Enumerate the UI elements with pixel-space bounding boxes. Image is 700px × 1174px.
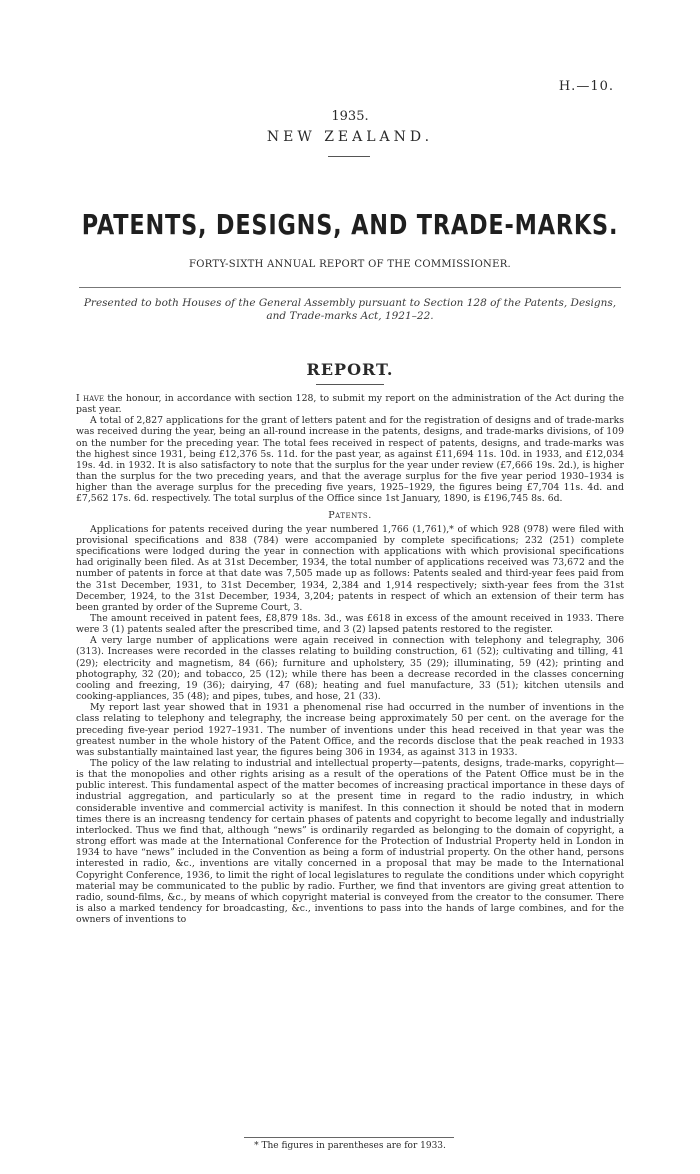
paragraph-applications: Applications for patents received during the year numbered 1,766 (1,761),* of which 928 (978) were filed with provisional specifications and 838 (784) were accompanied by complete specifications; 232 (251) complete specifications were lodged during the year in connection with applications with which provisional specifications had originally been filed. As at 31st December, 1934, the total number of applications received was 73,672 and the number of patents in force at that date was 7,505 made up as follows: Patents sealed and third-year fees paid from the 31st December, 1931, to 31st December, 1934, 2,384 and 1,914 respectively; sixth-year fees from the 31st December, 1924, to the 31st December, 1934, 3,204; patents in respect of which an extension of their term has been granted by order of the Supreme Court, 3. — [76, 523, 624, 613]
document-reference: H.—10. — [558, 79, 614, 94]
paragraph-1931: My report last year showed that in 1931 a phenomenal rise had occurred in the number of inventions in the class relating to telephony and telegraphy, the increase being approximately 50 per cent. on the average for the preceding five-year period 1927–1931. The number of inventions under this head received in that year was the greatest number in the whole history of the Patent Office, and the records disclose that the peak reached in 1933 was substantially maintained last year, the figures being 306 in 1934, as against 313 in 1933. — [76, 702, 624, 758]
paragraph-policy: The policy of the law relating to industrial and intellectual property—patents, designs, trade-marks, copyright—is that the monopolies and other rights arising as a result of the operations of the Patent Office must be in the public interest. This fundamental aspect of the matter becomes of increasing practical importance in these days of industrial aggregation, and particularly so at the present time in regard to the radio industry, in which considerable inventive and commercial activity is manifest. In this connection it should be noted that in modern times there is an increasng tendency for certain phases of patents and copyright to become legally and industrially interlocked. Thus we find that, although “news” is ordinarily regarded as belonging to the domain of copyright, a strong effort was made at the International Conference for the Protection of Industrial Property held in London in 1934 to have “news” included in the Convention as being a form of industrial property. On the other hand, persons interested in radio, &c., inventions are vitally concerned in a proposal that may be made to the International Copyright Conference, 1936, to limit the right of local legislatures to regulate the conditions under which copyright material may be communicated to the public by radio. Further, we find that inventors are giving great attention to radio, sound-films, &c., by means of which copyright material is conveyed from the creator to the consumer. There is also a marked tendency for broadcasting, &c., inventions to pass into the hands of large combines, and for the owners of inventions to — [76, 758, 624, 926]
footnote: * The figures in parentheses are for 1933. — [254, 1141, 446, 1151]
presented-note: Presented to both Houses of the General Assembly pursuant to Section 128 of the Patents, Designs, and Trade-marks Act, 1921–22. — [83, 297, 617, 322]
paragraph-classes: A very large number of applications were again received in connection with telephony and telegraphy, 306 (313). Increases were recorded in the classes relating to building construction, 61 (52); cultivating and tilling, 41 (29); electricity and magnetism, 84 (66); furniture and upholstery, 35 (29); illuminating, 59 (42); printing and photography, 32 (20); and tobacco, 25 (12); while there has been a decrease recorded in the classes concerning cooling and freezing, 19 (36); dairying, 47 (68); heating and fuel manufacture, 33 (51); kitchen utensils and cooking-appliances, 35 (48); and pipes, tubes, and hose, 21 (33). — [76, 635, 624, 703]
report-heading: REPORT. — [306, 360, 394, 379]
divider — [316, 384, 384, 385]
document-title: PATENTS, DESIGNS, AND TRADE-MARKS. — [81, 208, 619, 241]
document-country: NEW ZEALAND. — [266, 129, 434, 145]
divider — [328, 156, 370, 157]
report-body — [76, 393, 624, 925]
paragraph-totals: A total of 2,827 applications for the grant of letters patent and for the registration of designs and of trade-marks was received during the year, being an all-round increase in the patents, designs, and trade-marks divisions, of 109 on the number for the preceding year. The total fees received in respect of patents, designs, and trade-marks was the highest since 1931, being £12,376 5s. 11d. for the past year, as against £11,694 11s. 10d. in 1933, and £12,034 19s. 4d. in 1932. It is also satisfactory to note that the surplus for the year under review (£7,666 19s. 2d.), is higher than the surplus for the two preceding years, and that the average surplus for the five year period 1930–1934 is higher than the average surplus for the preceding five years, 1925–1929, the figures being £7,704 11s. 4d. and £7,562 17s. 6d. respectively. The total surplus of the Office since 1st January, 1890, is £196,745 8s. 6d. — [76, 415, 624, 505]
opening-paragraph — [76, 393, 624, 415]
document-year: 1935. — [331, 109, 369, 124]
footnote-divider — [244, 1137, 454, 1138]
divider — [79, 287, 621, 288]
document-subtitle: FORTY-SIXTH ANNUAL REPORT OF THE COMMISSIONER. — [188, 259, 512, 270]
opening-text: the honour, in accordance with section 128, to submit my report on the administration of the Act during the past year. — [76, 393, 624, 416]
opening-smallcaps: I have — [76, 393, 104, 404]
paragraph-fees: The amount received in patent fees, £8,879 18s. 3d., was £618 in excess of the amount received in 1933. There were 3 (1) patents sealed after the prescribed time, and 3 (2) lapsed patents restored to the register. — [76, 612, 624, 636]
section-heading-patents: Patents. — [328, 509, 372, 521]
